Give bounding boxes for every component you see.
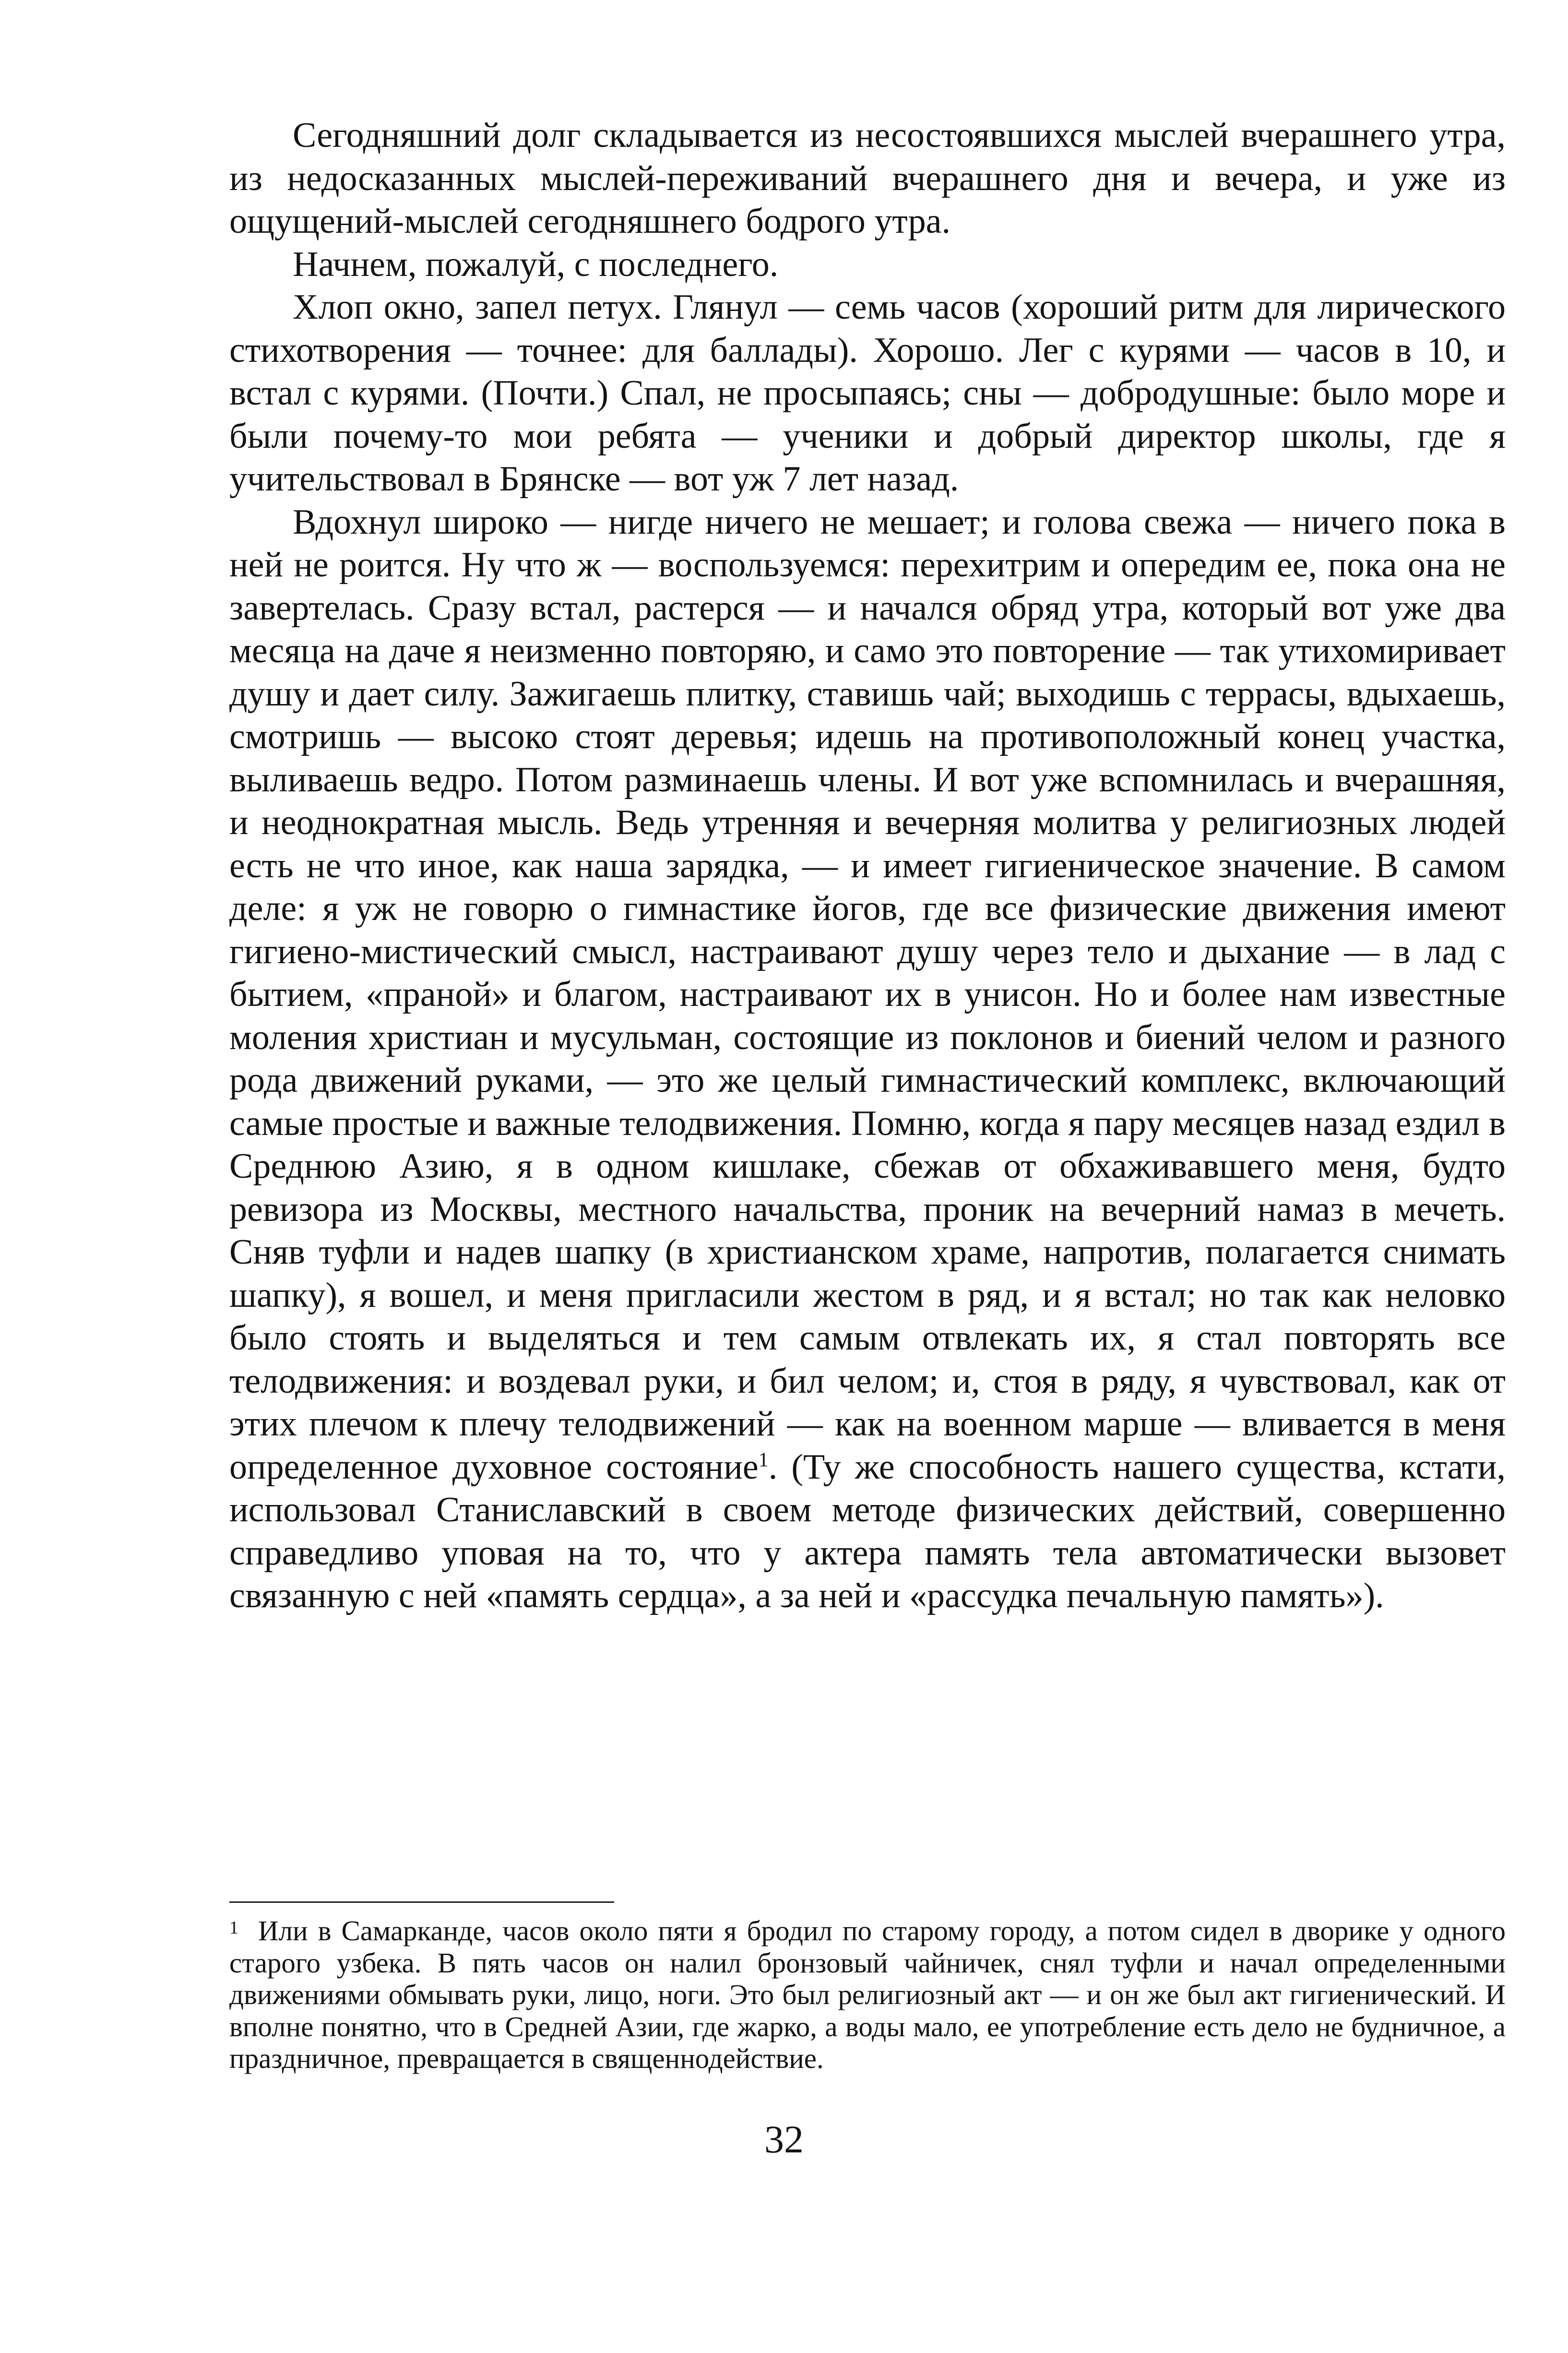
paragraph bbox=[229, 501, 1506, 1618]
main-text bbox=[229, 114, 1506, 1618]
page-number: 32 bbox=[764, 2117, 804, 2161]
footnote bbox=[229, 1915, 1506, 2075]
paragraph: Сегодняшний долг складывается из несостоявшихся мыслей вчерашнего утра, из недосказанных мыслей-переживаний вчерашнего дня и вечера, и уже из ощущений-мыслей сегодняшнего бодрого утра. bbox=[229, 116, 1506, 241]
paragraph: Начнем, пожалуй, с последнего. bbox=[293, 244, 779, 284]
footnote-reference: 1 bbox=[758, 1448, 769, 1471]
footnote-paragraph bbox=[229, 1915, 1506, 2075]
paragraph-text-continued: . (Ту же способность нашего существа, кстати, использовал Станиславский в своем методе физических действий, совершенно справедливо уповая на то, что у актера память тела автоматически вызовет связанную с ней «память сердца», а за ней и «рассудка печальную память»). bbox=[229, 1447, 1506, 1615]
paragraph: Хлоп окно, запел петух. Глянул — семь часов (хороший ритм для лирического стихотворения — точнее: для баллады). Хорошо. Лег с курями — часов в 10, и встал с курями. (Почти.) Спал, не просыпаясь; сны — добродушные: было море и были почему-то мои ребята — ученики и добрый директор школы, где я учительствовал в Брянске — вот уж 7 лет назад. bbox=[229, 287, 1506, 499]
footnote-divider bbox=[229, 1901, 614, 1903]
paragraph-text: Вдохнул широко — нигде ничего не мешает; и голова свежа — ничего пока в ней не роится. Ну что ж — воспользуемся: перехитрим и опередим ее, пока она не завертелась. Сразу встал, растерся — и начался обряд утра, который вот уже два месяца на даче я неизменно повторяю, и само это повторение — так утихомиривает душу и дает силу. Зажигаешь плитку, ставишь чай; выходишь с террасы, вдыхаешь, смотришь — высоко стоят деревья; идешь на противоположный конец участка, выливаешь ведро. Потом разминаешь члены. И вот уже вспомнилась и вчерашняя, и неоднократная мысль. Ведь утренняя и вечерняя молитва у религиозных людей есть не что иное, как наша зарядка, — и имеет гигиеническое значение. В самом деле: я уж не говорю о гимнастике йогов, где все физические движения имеют гигиено-мистический смысл, настраивают душу через тело и дыхание — в лад с бытием, «праной» и благом, настраивают их в унисон. Но и более нам известные моления христиан и мусульман, состоящие из поклонов и биений челом и разного рода движений руками, — это же целый гимнастический комплекс, включающий самые простые и важные телодвижения. Помню, когда я пару месяцев назад ездил в Среднюю Азию, я в одном кишлаке, сбежав от обхаживавшего меня, будто ревизора из Москвы, местного начальства, проник на вечерний намаз в мечеть. Сняв туфли и надев шапку (в христианском храме, напротив, полагается снимать шапку), я вошел, и меня пригласили жестом в ряд, и я встал; но так как неловко было стоять и выделяться и тем самым отвлекать их, я стал повторять все телодвижения: и воздевал руки, и бил челом; и, стоя в ряду, я чувствовал, как от этих плечом к плечу телодвижений — как на военном марше — вливается в меня определенное духовное состояние bbox=[229, 502, 1506, 1487]
footnote-text: Или в Самарканде, часов около пяти я бродил по старому городу, а потом сидел в дворике у одного старого узбека. В пять часов он налил бронзовый чайничек, снял туфли и начал определенными движениями обмывать руки, лицо, ноги. Это был религиозный акт — и он же был акт гигиенический. И вполне понятно, что в Средней Азии, где жарко, а воды мало, ее употребление есть дело не будничное, а праздничное, превращается в священнодействие. bbox=[229, 1915, 1506, 2074]
footnote-mark: 1 bbox=[229, 1918, 238, 1938]
